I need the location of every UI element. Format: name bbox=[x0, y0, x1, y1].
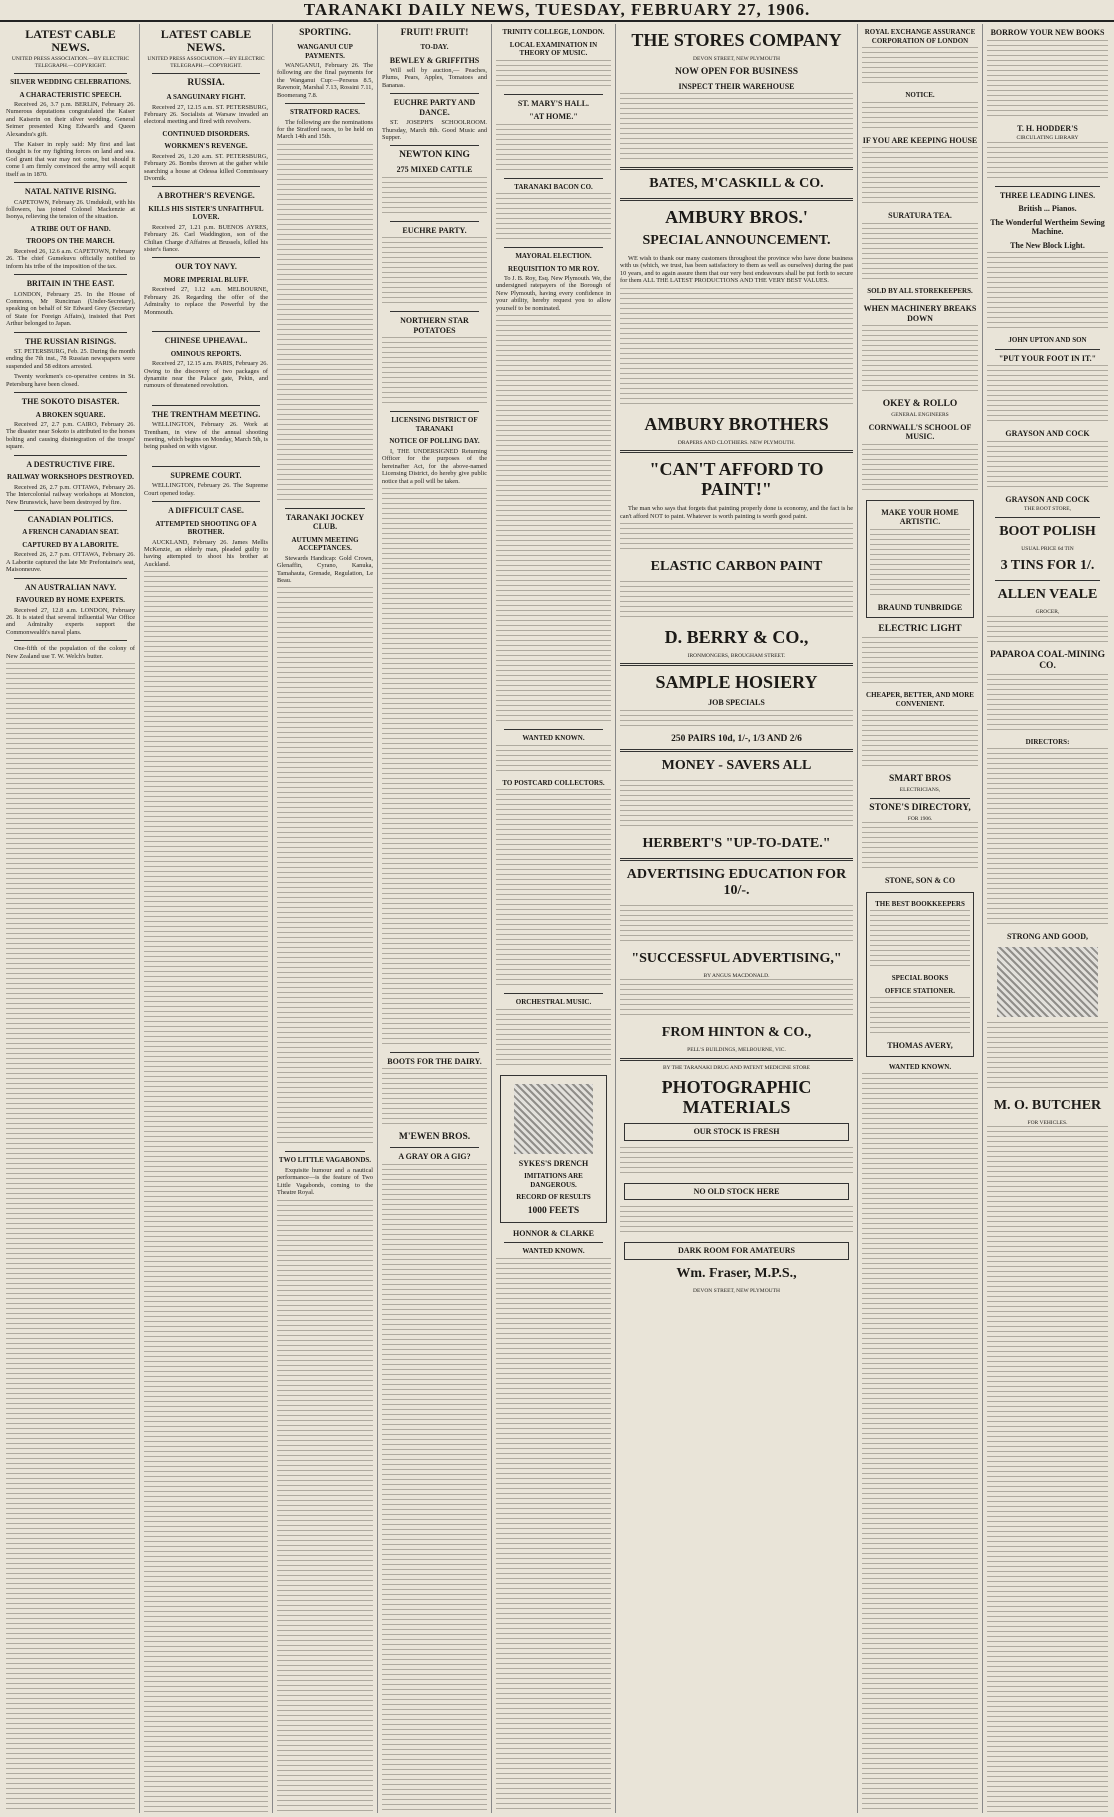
text-filler bbox=[620, 93, 853, 163]
article-text: Received 27, 12.15 a.m. PARIS, February 26. Owing to the discovery of two packages of dynamite near the Palace gate, Pekin, and rumours of threatened revolution. bbox=[144, 360, 268, 390]
ad-heading: GRAYSON AND COCK bbox=[1005, 429, 1090, 438]
ad-heading: BORROW YOUR NEW BOOKS bbox=[990, 28, 1105, 37]
ambury-sub: DRAPERS AND CLOTHIERS. NEW PLYMOUTH. bbox=[677, 439, 796, 446]
headline: NATAL NATIVE RISING. bbox=[24, 187, 117, 197]
ad-heading: ELECTRIC LIGHT bbox=[878, 624, 962, 634]
column-5 bbox=[492, 24, 616, 1813]
headline: CANADIAN POLITICS. bbox=[27, 514, 114, 524]
text-filler bbox=[862, 710, 978, 770]
headline: STRATFORD RACES. bbox=[290, 108, 360, 117]
column-7 bbox=[858, 24, 983, 1813]
cable-subheading: UNITED PRESS ASSOCIATION.—BY ELECTRIC TELEGRAPH.—COPYRIGHT. bbox=[11, 56, 130, 69]
text-filler bbox=[382, 1164, 487, 1813]
cable-heading: LATEST CABLE NEWS. bbox=[25, 27, 116, 54]
ad-heading: BRAUND TUNBRIDGE bbox=[877, 602, 963, 612]
column-4 bbox=[378, 24, 492, 1813]
ad-heading: M'EWEN BROS. bbox=[398, 1132, 471, 1143]
headline: TROOPS ON THE MARCH. bbox=[26, 237, 115, 246]
ad-heading: CHEAPER, BETTER, AND MORE CONVENIENT. bbox=[866, 691, 974, 708]
allen-veale: ALLEN VEALE bbox=[997, 587, 1098, 602]
ad-heading: WANTED KNOWN. bbox=[522, 1247, 585, 1256]
article-text: Stewards Handicap: Gold Crown, Glenaffin, Cyrano, Kanuka, Tamahauta, Grenade, Regulation, Le Beau. bbox=[277, 554, 373, 584]
ad-heading: The Wonderful Wertheim Sewing Machine. bbox=[990, 217, 1105, 236]
ambury-brothers: AMBURY BROTHERS bbox=[644, 413, 829, 434]
ad-heading: IMITATIONS ARE DANGEROUS. bbox=[524, 1172, 583, 1189]
ad-sub: FOR VEHICLES. bbox=[1027, 1119, 1068, 1126]
ad-sub: GENERAL ENGINEERS bbox=[891, 412, 949, 418]
text-filler bbox=[987, 1126, 1108, 1813]
text-filler bbox=[382, 488, 487, 1048]
article-text: Received 26, 2.7 p.m. OTTAWA, February 26. A Laborite captured the late Mr Prefontaine's seat, Maisonneuve. bbox=[6, 551, 135, 574]
text-filler bbox=[987, 674, 1108, 734]
fraser-heading: Wm. Fraser, M.P.S., bbox=[676, 1265, 797, 1281]
pairs-heading: 250 PAIRS 10d, 1/-, 1/3 AND 2/6 bbox=[671, 733, 802, 744]
text-filler bbox=[870, 910, 970, 970]
text-filler bbox=[496, 124, 611, 174]
headline: FAVOURED BY HOME EXPERTS. bbox=[16, 596, 125, 605]
text-filler bbox=[870, 529, 970, 599]
headline: WANGANUI CUP PAYMENTS. bbox=[297, 43, 353, 60]
text-filler bbox=[496, 60, 611, 90]
ad-heading: A GRAY OR A GIG? bbox=[398, 1152, 471, 1162]
headline: RUSSIA. bbox=[187, 78, 225, 88]
notice-text: I, THE UNDERSIGNED Returning Officer for the purposes of the hereinafter Act, for the above-named Licensing District, do hereby give public notice that a poll will be taken. bbox=[382, 447, 487, 485]
berry-sub: IRONMONGERS, BROUGHAM STREET. bbox=[687, 652, 786, 659]
text-filler bbox=[144, 571, 268, 1813]
ad-heading: STRONG AND GOOD, bbox=[1006, 932, 1089, 941]
article-text: Received 27, 2.7 p.m. CAIRO, February 26. The disaster near Sokoto is attributed to the horses bolting and causing disintegration of the troops' square. bbox=[6, 421, 135, 451]
ad-heading: NOTICE. bbox=[905, 91, 935, 99]
ad-heading: OFFICE STATIONER. bbox=[884, 986, 956, 995]
ad-heading: NEWTON KING bbox=[399, 150, 470, 161]
headline: CHINESE UPHEAVAL. bbox=[164, 336, 248, 346]
text-filler bbox=[277, 1200, 373, 1814]
article-text: AUCKLAND, February 26. James Mellis McKenzie, an elderly man, pleaded guilty to having attempted to shoot his brother at Auckland. bbox=[144, 538, 268, 568]
text-filler bbox=[496, 1258, 611, 1813]
column-6 bbox=[616, 24, 858, 1813]
ad-heading: BOOTS FOR THE DAIRY. bbox=[387, 1056, 482, 1066]
text-filler bbox=[277, 587, 373, 1147]
text-filler bbox=[496, 193, 611, 243]
text-filler bbox=[496, 315, 611, 725]
notice-text: To J. B. Roy, Esq. New Plymouth. We, the undersigned ratepayers of the Borough of New Plymouth, having every confidence in your ability, hereby request you to allow yourself to be nominated. bbox=[496, 275, 611, 312]
ad-heading: HONNOR & CLARKE bbox=[513, 1228, 594, 1238]
ad-heading: EUCHRE PARTY. bbox=[402, 225, 467, 235]
article-text: Exquisite humour and a nautical performance—is the feature of Two Little Vagabonds, coming to the Theatre Royal. bbox=[277, 1166, 373, 1197]
ad-heading: BEWLEY & GRIFFITHS bbox=[389, 55, 480, 65]
article-text: One-fifth of the population of the colony of New Zealand use T. W. Welch's butter. bbox=[6, 645, 135, 660]
notice-heading: MAYORAL ELECTION. bbox=[515, 252, 592, 260]
ambury-heading: AMBURY BROS.' bbox=[665, 207, 808, 227]
bates-heading: BATES, M'CASKILL & CO. bbox=[649, 176, 824, 191]
text-filler bbox=[620, 780, 853, 830]
ad-heading: SMART BROS bbox=[888, 774, 952, 784]
ad-heading: THREE LEADING LINES. bbox=[999, 190, 1096, 200]
ad-sub: FOR 1906. bbox=[907, 815, 933, 822]
fresh-box: OUR STOCK IS FRESH bbox=[624, 1123, 849, 1141]
ad-heading: FRUIT! FRUIT! bbox=[400, 28, 469, 38]
hinton-sub: PELL'S BUILDINGS, MELBOURNE, VIC. bbox=[687, 1047, 786, 1054]
headline: TARANAKI JOCKEY CLUB. bbox=[285, 512, 365, 532]
notice-heading: REQUISITION TO MR ROY. bbox=[508, 264, 599, 273]
ad-heading: SYKES'S DRENCH bbox=[518, 1158, 589, 1168]
drug-heading: BY THE TARANAKI DRUG AND PATENT MEDICINE STORE bbox=[662, 1064, 811, 1071]
butcher-heading: M. O. BUTCHER bbox=[993, 1097, 1102, 1113]
headline: A DESTRUCTIVE FIRE. bbox=[26, 459, 115, 469]
ad-heading: CORNWALL'S SCHOOL OF MUSIC. bbox=[868, 422, 972, 441]
notice-heading: LOCAL EXAMINATION IN THEORY OF MUSIC. bbox=[509, 40, 598, 57]
text-filler bbox=[862, 147, 978, 207]
headline: TWO LITTLE VAGABONDS. bbox=[278, 1156, 372, 1165]
headline: KILLS HIS SISTER'S UNFAITHFUL LOVER. bbox=[148, 204, 264, 222]
notice-heading: NOTICE OF POLLING DAY. bbox=[389, 437, 480, 446]
article-text: Received 26, 3.7 p.m. BERLIN, February 26. Numerous deputations congratulated the Kaiser and Kaiserin on their silver wedding. General Seimer presented King Edward's and Queen Alexandra's gift. bbox=[6, 101, 135, 138]
ad-heading: DIRECTORS: bbox=[1025, 737, 1070, 746]
ad-heading: RECORD OF RESULTS bbox=[516, 1193, 591, 1202]
ad-heading: MAKE YOUR HOME ARTISTIC. bbox=[881, 507, 959, 526]
text-filler bbox=[620, 288, 853, 408]
text-filler bbox=[620, 1206, 853, 1236]
ad-heading: The New Block Light. bbox=[1010, 240, 1085, 250]
successful-heading: "SUCCESSFUL ADVERTISING," bbox=[631, 950, 842, 966]
ad-sub: THE BOOT STORE, bbox=[1023, 506, 1071, 512]
text-filler bbox=[987, 252, 1108, 332]
advert-heading: ADVERTISING EDUCATION FOR 10/-. bbox=[626, 866, 847, 898]
text-filler bbox=[987, 748, 1108, 928]
cable-subheading: UNITED PRESS ASSOCIATION.—BY ELECTRIC TELEGRAPH.—COPYRIGHT. bbox=[147, 56, 265, 69]
ad-sub: ELECTRICIANS, bbox=[899, 787, 941, 793]
ad-heading: ST. MARY'S HALL. bbox=[517, 98, 590, 108]
headline: CAPTURED BY A LABORITE. bbox=[22, 540, 119, 549]
stores-sub: DEVON STREET, NEW PLYMOUTH bbox=[693, 56, 780, 62]
text-filler bbox=[382, 177, 487, 217]
article-text: CAPETOWN, February 26. Umdukuli, with his followers, has joined Colonel Mackenzie at Isonya, relieving the tension of the situation. bbox=[6, 198, 135, 221]
hosiery-sub: JOB SPECIALS bbox=[708, 698, 765, 708]
headline: RAILWAY WORKSHOPS DESTROYED. bbox=[7, 473, 134, 482]
text-filler bbox=[862, 444, 978, 494]
headline: THE TRENTHAM MEETING. bbox=[151, 409, 261, 419]
notice-heading: TARANAKI BACON CO. bbox=[514, 182, 593, 191]
ad-heading: THE BEST BOOKKEEPERS bbox=[875, 899, 965, 908]
text-filler bbox=[496, 1009, 611, 1069]
text-filler bbox=[382, 237, 487, 307]
fraser-sub: DEVON STREET, NEW PLYMOUTH bbox=[693, 1287, 780, 1294]
text-filler bbox=[987, 441, 1108, 491]
headline: OUR TOY NAVY. bbox=[175, 262, 237, 272]
article-text: Received 27, 12.15 a.m. ST. PETERSBURG, February 26. Socialists at Warsaw invaded an electoral meeting and fired with revolvers. bbox=[144, 103, 268, 126]
headline: MORE IMPERIAL BLUFF. bbox=[163, 275, 249, 284]
ad-sub: GROCER, bbox=[1035, 609, 1060, 615]
photo-heading: PHOTOGRAPHIC MATERIALS bbox=[661, 1077, 812, 1118]
ad-heading: NOW OPEN FOR BUSINESS bbox=[674, 66, 799, 77]
ad-heading: "PUT YOUR FOOT IN IT." bbox=[998, 353, 1097, 363]
headline: SPORTING. bbox=[299, 28, 351, 38]
text-filler bbox=[496, 745, 611, 775]
headline: SILVER WEDDING CELEBRATIONS. bbox=[10, 78, 131, 86]
successful-sub: BY ANGUS MACDONALD. bbox=[703, 972, 770, 979]
ad-heading: ORCHESTRAL MUSIC. bbox=[515, 998, 592, 1007]
ad-heading: STONE, SON & CO bbox=[884, 876, 956, 885]
ad-sub: CIRCULATING LIBRARY bbox=[1016, 135, 1079, 141]
three-tins: 3 TINS FOR 1/. bbox=[1000, 558, 1095, 573]
ad-heading: GRAYSON AND COCK bbox=[1005, 494, 1090, 504]
ad-heading: British ... Pianos. bbox=[1018, 204, 1077, 213]
article-text: Received 26, 1.20 a.m. ST. PETERSBURG, February 26. Bombs thrown at the gather while searching a house at Odessa killed Commissary Dvornik. bbox=[144, 152, 268, 182]
text-filler bbox=[620, 905, 853, 945]
text-filler bbox=[862, 47, 978, 87]
ad-heading: STONE'S DIRECTORY, bbox=[869, 802, 971, 813]
ad-heading: 275 MIXED CATTLE bbox=[396, 165, 473, 175]
headline: A FRENCH CANADIAN SEAT. bbox=[22, 528, 119, 537]
article-text: WELLINGTON, February 26. The Supreme Court opened today. bbox=[144, 482, 268, 497]
ad-heading: THOMAS AVERY, bbox=[887, 1041, 953, 1050]
headline: AUTUMN MEETING ACCEPTANCES. bbox=[291, 535, 359, 553]
oldstock-box: NO OLD STOCK HERE bbox=[624, 1183, 849, 1201]
article-text: Received 26, 2.7 p.m. OTTAWA, February 26. The Intercolonial railway workshops at Moncton, New Brunswick, have been destroyed by fire. bbox=[6, 483, 135, 506]
money-heading: MONEY - SAVERS ALL bbox=[661, 757, 812, 773]
text-filler bbox=[620, 979, 853, 1019]
text-filler bbox=[862, 325, 978, 395]
headline: A BROTHER'S REVENGE. bbox=[157, 191, 255, 201]
headline: AN AUSTRALIAN NAVY. bbox=[24, 582, 117, 592]
ad-heading: WANTED KNOWN. bbox=[888, 1062, 952, 1071]
sykes-ad bbox=[500, 1075, 607, 1223]
text-filler bbox=[620, 710, 853, 730]
ad-sub: USUAL PRICE 6d TIN bbox=[1021, 545, 1074, 552]
boot-polish: BOOT POLISH bbox=[999, 523, 1096, 539]
herbert-heading: HERBERT'S "UP-TO-DATE." bbox=[642, 835, 831, 851]
text-filler bbox=[862, 223, 978, 283]
headline: THE RUSSIAN RISINGS. bbox=[25, 336, 116, 346]
article-text: The Kaiser in reply said: My first and last thought is for my fighting forces on land and sea. God grant that war may not come, but should it come I am firmly convinced the army will acquit itself as in 1870. bbox=[6, 141, 135, 178]
ad-heading: WHEN MACHINERY BREAKS DOWN bbox=[863, 304, 977, 323]
text-filler bbox=[862, 1073, 978, 1813]
article-text: WELLINGTON, February 26. Work at Trentham, in view of the annual shooting meeting, which begins on Monday, March 5th, is being pushed on with vigour. bbox=[144, 421, 268, 451]
ad-heading: TO-DAY. bbox=[420, 43, 449, 51]
ad-heading: IF YOU ARE KEEPING HOUSE bbox=[862, 135, 978, 145]
article-text: Received 27, 1.21 p.m. BUENOS AYRES, February 26. Carl Waddington, son of the Chilian Charge d'Affaires at Brussels, killed his sister's fiance. bbox=[144, 223, 268, 254]
darkroom-box: DARK ROOM FOR AMATEURS bbox=[624, 1242, 849, 1260]
ad-text: The man who says that forgets that painting properly done is economy, and the fact is he can't afford NOT to paint. Whatever is worth painting is worth good paint. bbox=[620, 505, 853, 520]
column-3 bbox=[273, 24, 378, 1813]
text-filler bbox=[277, 144, 373, 504]
text-filler bbox=[6, 663, 135, 1813]
article-text: The following are the nominations for the Stratford races, to be held on March 14th and 15th. bbox=[277, 118, 373, 141]
headline: A BROKEN SQUARE. bbox=[35, 410, 106, 419]
ad-heading: EUCHRE PARTY AND DANCE. bbox=[393, 98, 476, 117]
bookkeepers-ad bbox=[866, 892, 974, 1057]
headline: THE SOKOTO DISASTER. bbox=[21, 397, 120, 407]
article-text: Received 26, 12.6 a.m. CAPETOWN, February 26. The chief Gumekuvu officially notified to inform his tribe of the imposition of the tax. bbox=[6, 247, 135, 270]
text-filler bbox=[987, 40, 1108, 120]
ad-heading: OKEY & ROLLO bbox=[882, 399, 958, 409]
ad-text: ST. JOSEPH'S SCHOOLROOM. Thursday, March 8th. Good Music and Supper. bbox=[382, 119, 487, 142]
ad-heading: "AT HOME." bbox=[529, 112, 578, 121]
paint-heading: "CAN'T AFFORD TO PAINT!" bbox=[649, 459, 824, 500]
ad-heading: WANTED KNOWN. bbox=[522, 734, 585, 743]
ad-heading: T. H. HODDER'S bbox=[1017, 123, 1078, 133]
article-text: Received 27, 1.12 a.m. MELBOURNE, February 26. Regarding the offer of the Admiralty to replace the Powerful by the Monmouth. bbox=[144, 286, 268, 316]
ad-heading: TO POSTCARD COLLECTORS. bbox=[502, 778, 605, 787]
text-filler bbox=[620, 581, 853, 621]
ad-text: Will sell by auction,— Peaches, Plums, Pears, Apples, Tomatoes and Bananas. bbox=[382, 67, 487, 89]
ad-text: WE wish to thank our many customers throughout the province who have done business with us (which, we trust, has been satisfactory to them as well as ourselves) during the past 10 years, and to again assure them that our very best endeavours shall be put forth to secure for them ALL THE LATEST PRODUCTIONS AND THE VERY BEST VALUES. bbox=[620, 255, 853, 285]
headline: A DIFFICULT CASE. bbox=[168, 506, 244, 516]
ad-heading: SPECIAL BOOKS bbox=[891, 974, 949, 982]
carriage-illustration bbox=[997, 947, 1098, 1017]
article-text: Twenty workmen's co-operative centres in St. Petersburg have been closed. bbox=[6, 373, 135, 388]
headline: WORKMEN'S REVENGE. bbox=[164, 142, 248, 151]
article-text: WANGANUI, February 26. The following are the final payments for the Wanganui Cup:—Perseus 8.5, Ravenoir, Marshal 7.13, Rossini 7.11, Boomerang 7.8. bbox=[277, 62, 373, 99]
notice-heading: TRINITY COLLEGE, LONDON. bbox=[502, 28, 605, 36]
elastic-heading: ELASTIC CARBON PAINT bbox=[650, 558, 823, 574]
notice-heading: LICENSING DISTRICT OF TARANAKI bbox=[391, 416, 478, 433]
text-filler bbox=[862, 102, 978, 132]
masthead: TARANAKI DAILY NEWS, TUESDAY, FEBRUARY 27, 1906. bbox=[0, 0, 1114, 22]
headline: BRITAIN IN THE EAST. bbox=[26, 279, 115, 288]
ad-heading: NORTHERN STAR POTATOES bbox=[400, 316, 469, 335]
text-filler bbox=[620, 523, 853, 553]
ad-heading: ROYAL EXCHANGE ASSURANCE CORPORATION OF LONDON bbox=[864, 28, 976, 45]
text-filler bbox=[382, 1068, 487, 1128]
hosiery-heading: SAMPLE HOSIERY bbox=[655, 672, 818, 693]
text-filler bbox=[987, 142, 1108, 182]
headline: OMINOUS REPORTS. bbox=[170, 349, 242, 358]
article-text: Received 27, 12.8 a.m. LONDON, February 26. It is stated that several influential War Office and Admiralty experts support the Commonwealth's naval plans. bbox=[6, 606, 135, 636]
cable-heading: LATEST CABLE NEWS. bbox=[160, 27, 252, 54]
ad-heading: 1000 FEETS bbox=[527, 1205, 580, 1216]
headline: CONTINUED DISORDERS. bbox=[162, 129, 250, 138]
ambury-special: SPECIAL ANNOUNCEMENT. bbox=[642, 233, 831, 248]
headline: SUPREME COURT. bbox=[170, 470, 242, 480]
text-filler bbox=[862, 637, 978, 687]
article-text: LONDON, February 25. In the House of Commons, Mr Runciman (Under-Secretary), speaking on behalf of Sir Edward Grey (Secretary of State for Foreign Affairs), insisted that Port Arthur belonged to Japan. bbox=[6, 290, 135, 328]
ad-heading: PAPAROA COAL-MINING CO. bbox=[990, 649, 1105, 671]
ad-heading: INSPECT THEIR WAREHOUSE bbox=[678, 81, 795, 91]
column-2 bbox=[140, 24, 273, 1813]
column-8 bbox=[983, 24, 1112, 1813]
ad-heading: SURATURA TEA. bbox=[888, 211, 952, 220]
column-1 bbox=[2, 24, 140, 1813]
text-filler bbox=[987, 616, 1108, 646]
text-filler bbox=[862, 822, 978, 872]
article-text: ST. PETERSBURG, Feb. 25. During the month ending the 7th inst., 78 Russian newspapers were suspended and 58 editors arrested. bbox=[6, 348, 135, 370]
headline: ATTEMPTED SHOOTING OF A BROTHER. bbox=[155, 519, 257, 537]
text-filler bbox=[496, 789, 611, 989]
ad-heading: SOLD BY ALL STOREKEEPERS. bbox=[867, 286, 973, 295]
headline: A TRIBE OUT OF HAND. bbox=[30, 224, 111, 233]
headline: A SANGUINARY FIGHT. bbox=[166, 93, 246, 101]
ad-heading: JOHN UPTON AND SON bbox=[1008, 336, 1087, 344]
berry-heading: D. BERRY & CO., bbox=[664, 626, 809, 647]
text-filler bbox=[987, 1022, 1108, 1092]
text-filler bbox=[620, 1147, 853, 1177]
artistic-ad bbox=[866, 500, 974, 619]
headline: A CHARACTERISTIC SPEECH. bbox=[19, 90, 122, 99]
text-filler bbox=[382, 337, 487, 407]
text-filler bbox=[987, 365, 1108, 425]
stores-heading: THE STORES COMPANY bbox=[631, 30, 842, 50]
text-filler bbox=[870, 997, 970, 1037]
hinton-heading: FROM HINTON & CO., bbox=[661, 1025, 812, 1041]
sykes-bottle-illustration bbox=[514, 1084, 593, 1154]
